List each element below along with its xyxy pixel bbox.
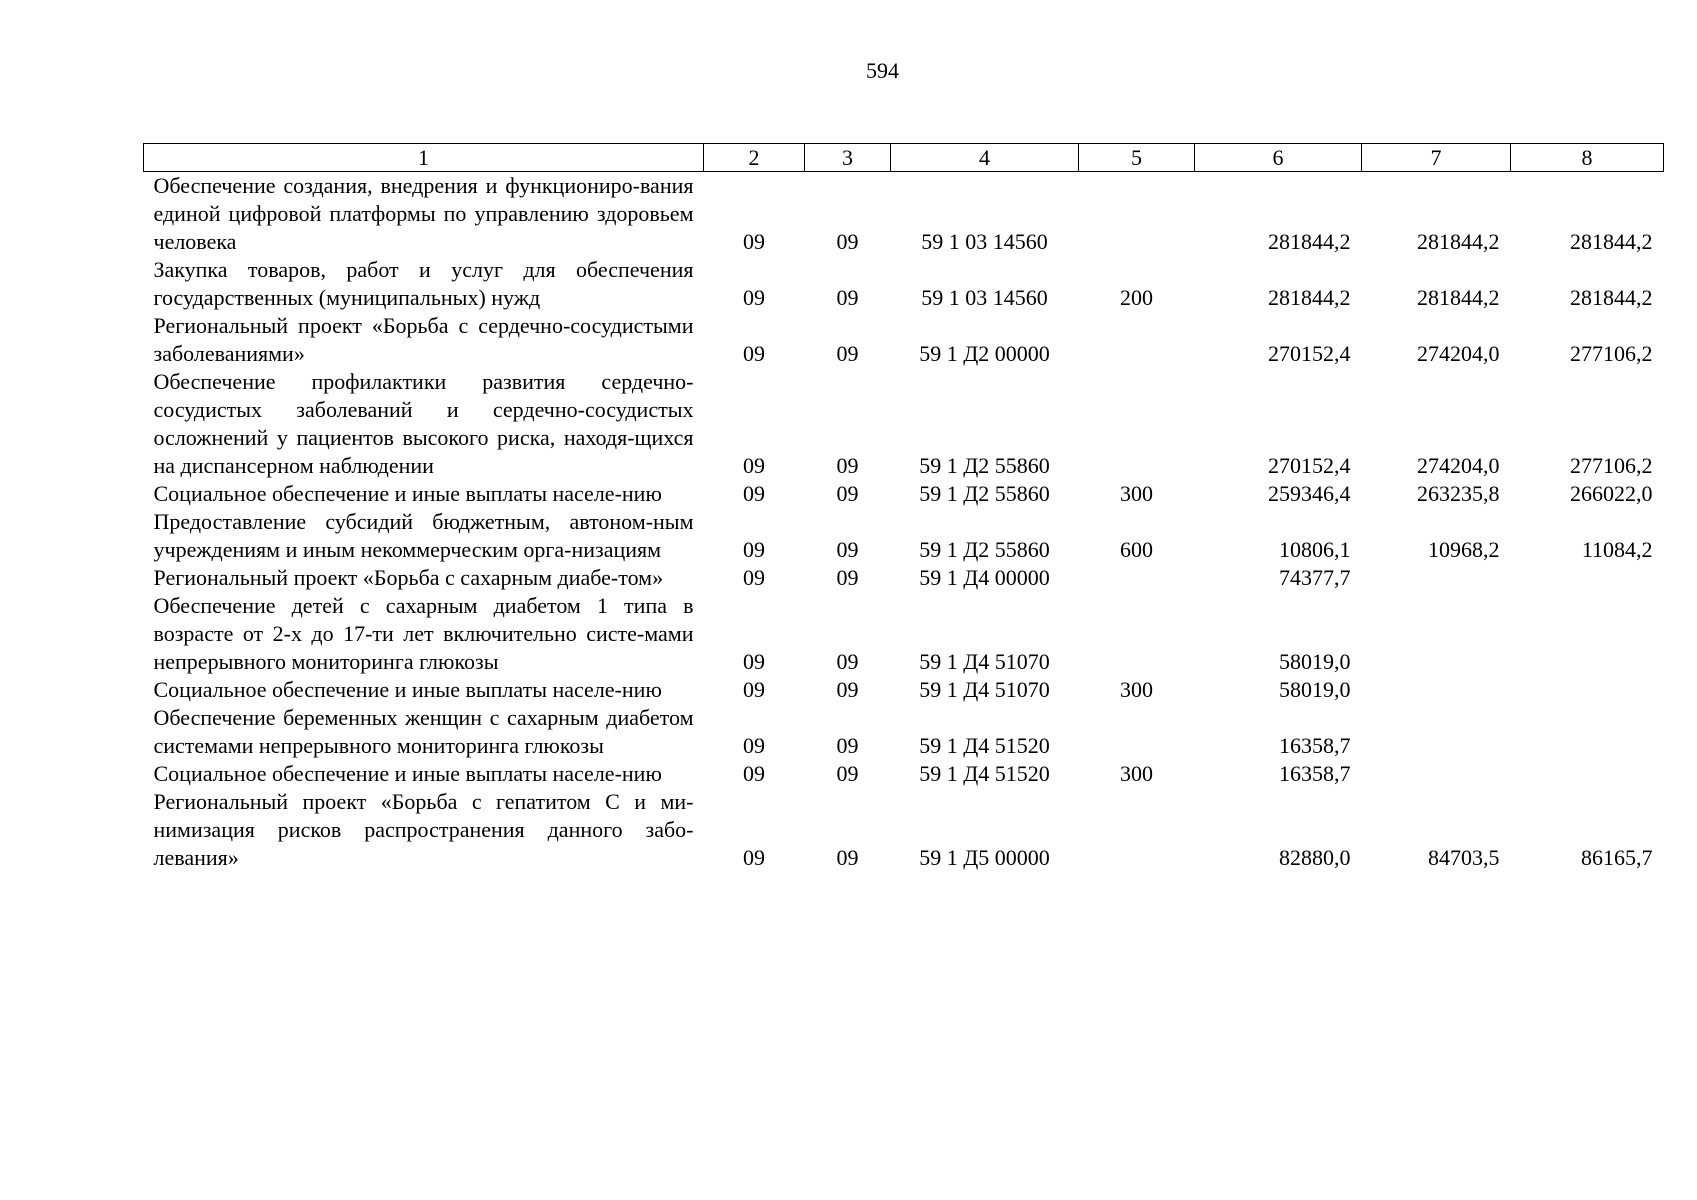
row-subsection: 09 [836, 229, 859, 254]
header-col-6: 6 [1195, 144, 1362, 172]
row-amount-col-8: 277106,2 [1570, 453, 1653, 478]
row-description: Закупка товаров, работ и услуг для обеспечения государственных (муниципальных) нужд [153, 257, 694, 310]
row-description: Региональный проект «Борьба с сахарным диабе-том» [153, 565, 664, 590]
budget-table [143, 143, 1664, 872]
table-header [144, 144, 1664, 172]
row-section: 09 [743, 677, 765, 702]
header-col-4: 4 [891, 144, 1079, 172]
row-target-article: 59 1 Д5 00000 [919, 845, 1050, 870]
row-amount-col-6: 16358,7 [1279, 761, 1351, 786]
row-subsection: 09 [836, 733, 859, 758]
row-subsection: 09 [836, 845, 859, 870]
row-amount-col-6: 281844,2 [1268, 285, 1351, 310]
row-amount-col-7 [1362, 704, 1511, 760]
row-amount-col-6: 58019,0 [1279, 677, 1351, 702]
row-expense-type [1079, 592, 1195, 676]
row-amount-col-6: 259346,4 [1268, 481, 1351, 506]
row-expense-type [1079, 172, 1195, 257]
row-amount-col-8: 86165,7 [1581, 845, 1653, 870]
row-expense-type [1079, 564, 1195, 592]
row-expense-type [1079, 368, 1195, 480]
row-subsection: 09 [836, 649, 859, 674]
row-subsection: 09 [836, 481, 859, 506]
row-subsection: 09 [836, 453, 859, 478]
row-expense-type: 300 [1120, 481, 1153, 506]
row-target-article: 59 1 Д2 55860 [919, 537, 1050, 562]
row-amount-col-6: 270152,4 [1268, 453, 1351, 478]
table-row [144, 368, 1664, 480]
header-row [144, 144, 1664, 172]
row-expense-type [1079, 788, 1195, 872]
row-subsection: 09 [836, 761, 859, 786]
table-row [144, 312, 1664, 368]
row-amount-col-6: 16358,7 [1279, 733, 1351, 758]
row-description: Обеспечение создания, внедрения и функциониро-вания единой цифровой платформы по управлению здоровьем человека [153, 173, 694, 254]
row-description: Обеспечение профилактики развития сердечно-сосудистых заболеваний и сердечно-сосудистых осложнений у пациентов высокого риска, находя-щихся на диспансерном наблюдении [153, 369, 694, 478]
row-amount-col-7: 281844,2 [1417, 285, 1500, 310]
row-section: 09 [743, 481, 765, 506]
table-row [144, 480, 1664, 508]
row-target-article: 59 1 03 14560 [921, 229, 1048, 254]
row-amount-col-6: 281844,2 [1268, 229, 1351, 254]
row-amount-col-8: 266022,0 [1570, 481, 1653, 506]
row-amount-col-7: 281844,2 [1417, 229, 1500, 254]
row-amount-col-8 [1511, 676, 1664, 704]
row-amount-col-7: 274204,0 [1417, 453, 1500, 478]
row-amount-col-8 [1511, 704, 1664, 760]
row-target-article: 59 1 Д2 00000 [919, 341, 1050, 366]
row-description: Социальное обеспечение и иные выплаты населе-нию [153, 677, 662, 702]
row-expense-type [1079, 312, 1195, 368]
row-section: 09 [743, 537, 765, 562]
row-amount-col-6: 58019,0 [1279, 649, 1351, 674]
row-section: 09 [743, 285, 765, 310]
row-amount-col-7 [1362, 592, 1511, 676]
table-row [144, 508, 1664, 564]
row-amount-col-8: 11084,2 [1581, 537, 1653, 562]
row-target-article: 59 1 Д2 55860 [919, 481, 1050, 506]
table-row [144, 592, 1664, 676]
row-amount-col-8 [1511, 760, 1664, 788]
table-row [144, 172, 1664, 257]
row-amount-col-6: 10806,1 [1279, 537, 1351, 562]
header-col-8: 8 [1511, 144, 1664, 172]
row-target-article: 59 1 Д4 51070 [919, 649, 1050, 674]
table-row [144, 704, 1664, 760]
row-section: 09 [743, 649, 765, 674]
row-subsection: 09 [836, 565, 859, 590]
row-amount-col-8: 281844,2 [1570, 285, 1653, 310]
row-description: Социальное обеспечение и иные выплаты населе-нию [153, 481, 662, 506]
row-expense-type: 200 [1120, 285, 1153, 310]
row-amount-col-6: 270152,4 [1268, 341, 1351, 366]
header-col-3: 3 [805, 144, 891, 172]
row-amount-col-8: 281844,2 [1570, 229, 1653, 254]
row-target-article: 59 1 Д4 51520 [919, 733, 1050, 758]
row-amount-col-8: 277106,2 [1570, 341, 1653, 366]
row-subsection: 09 [836, 285, 859, 310]
row-subsection: 09 [836, 677, 859, 702]
row-expense-type: 300 [1120, 677, 1153, 702]
row-description: Региональный проект «Борьба с сердечно-сосудистыми заболеваниями» [153, 313, 694, 366]
row-amount-col-7: 274204,0 [1417, 341, 1500, 366]
row-amount-col-7: 10968,2 [1428, 537, 1500, 562]
table-row [144, 564, 1664, 592]
row-section: 09 [743, 761, 765, 786]
row-expense-type [1079, 704, 1195, 760]
row-amount-col-7 [1362, 676, 1511, 704]
header-col-1: 1 [144, 144, 704, 172]
row-amount-col-7: 263235,8 [1417, 481, 1500, 506]
row-section: 09 [743, 733, 765, 758]
table-row [144, 256, 1664, 312]
row-amount-col-6: 82880,0 [1279, 845, 1351, 870]
row-target-article: 59 1 Д2 55860 [919, 453, 1050, 478]
row-subsection: 09 [836, 341, 859, 366]
header-col-5: 5 [1079, 144, 1195, 172]
table-body [144, 172, 1664, 873]
row-target-article: 59 1 Д4 00000 [919, 565, 1050, 590]
row-amount-col-8 [1511, 592, 1664, 676]
row-expense-type: 300 [1120, 761, 1153, 786]
row-section: 09 [743, 453, 765, 478]
row-amount-col-8 [1511, 564, 1664, 592]
row-subsection: 09 [836, 537, 859, 562]
table-row [144, 676, 1664, 704]
row-description: Предоставление субсидий бюджетным, автоном-ным учреждениям и иным некоммерческим орга-низациям [153, 509, 694, 562]
row-target-article: 59 1 03 14560 [921, 285, 1048, 310]
row-expense-type: 600 [1120, 537, 1153, 562]
row-amount-col-6: 74377,7 [1279, 565, 1351, 590]
row-description: Региональный проект «Борьба с гепатитом С и ми-нимизация рисков распространения данного забо-левания» [153, 789, 694, 870]
row-amount-col-7 [1362, 564, 1511, 592]
header-col-7: 7 [1362, 144, 1511, 172]
row-amount-col-7: 84703,5 [1428, 845, 1500, 870]
row-target-article: 59 1 Д4 51520 [919, 761, 1050, 786]
table-row [144, 788, 1664, 872]
row-amount-col-7 [1362, 760, 1511, 788]
row-section: 09 [743, 845, 765, 870]
row-section: 09 [743, 229, 765, 254]
row-target-article: 59 1 Д4 51070 [919, 677, 1050, 702]
row-section: 09 [743, 565, 765, 590]
row-description: Социальное обеспечение и иные выплаты населе-нию [153, 761, 662, 786]
table-row [144, 760, 1664, 788]
row-section: 09 [743, 341, 765, 366]
header-col-2: 2 [704, 144, 805, 172]
page-number: 594 [866, 58, 899, 83]
row-description: Обеспечение детей с сахарным диабетом 1 типа в возрасте от 2-х до 17-ти лет включительно систе-мами непрерывного мониторинга глюкозы [153, 593, 694, 674]
row-description: Обеспечение беременных женщин с сахарным диабетом системами непрерывного мониторинга глюкозы [153, 705, 694, 758]
